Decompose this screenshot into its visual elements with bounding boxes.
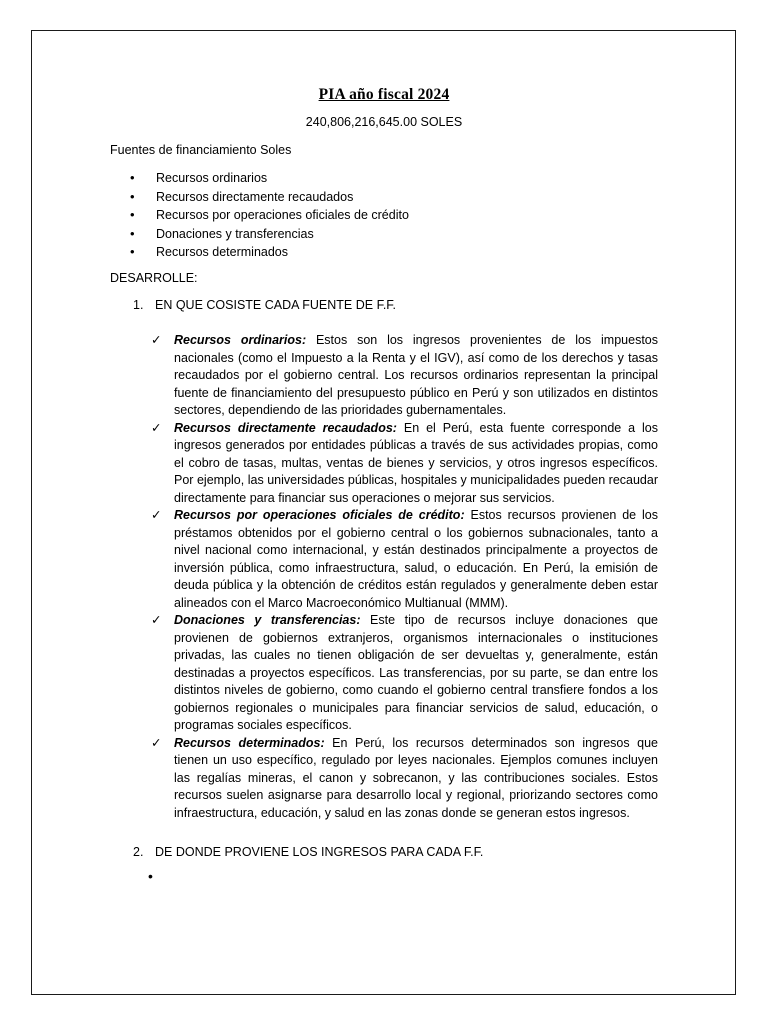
detail-text: Este tipo de recursos incluye donaciones que provienen de gobiernos extranjeros, organismos internacionales o instituciones privadas, las cuales no tienen obligación de ser devueltas y, generalmente, están destinadas a proyectos específicos. Las transferencias, por su parte, se dan entre los distintos niveles de gobierno, como cuando el gobierno central transfiere fondos a los gobiernos regionales o municipales para financiar servicios de salud, educación, o programas sociales específicos. xyxy=(174,613,658,732)
bullet-icon: • xyxy=(130,244,135,259)
list-item xyxy=(130,243,409,262)
funding-details-list xyxy=(150,332,658,822)
source-label: Recursos directamente recaudados xyxy=(156,189,354,204)
question-text: EN QUE COSISTE CADA FUENTE DE F.F. xyxy=(155,298,397,312)
list-item xyxy=(130,169,409,188)
detail-item xyxy=(150,507,658,612)
detail-term: Recursos directamente recaudados: xyxy=(174,420,397,435)
list-item xyxy=(130,188,409,207)
detail-item xyxy=(150,612,658,735)
question-number: 2. xyxy=(133,845,144,859)
detail-text: Estos recursos provienen de los préstamos obtenidos por el gobierno central o los gobiernos subnacionales, tanto a nivel nacional como internacional, y están destinados principalmente a proyectos de inversión pública, como infraestructura, salud, o educación. En Perú, la emisión de deuda pública y la obtención de créditos están regulados y generalmente deben estar alineados con el Marco Macroeconómico Multianual (MMM). xyxy=(174,508,658,610)
check-icon: ✓ xyxy=(151,735,162,750)
check-icon: ✓ xyxy=(151,420,162,435)
source-label: Recursos por operaciones oficiales de crédito xyxy=(156,208,409,222)
detail-text: Estos son los ingresos provenientes de los impuestos nacionales (como el Impuesto a la Renta y el IGV), así como de los derechos y tasas recaudados por el gobierno central. Los recursos ordinarios representan la principal fuente de financiamiento del presupuesto público en Perú y son utilizados en distintos sectores, dependiendo de las prioridades gubernamentales. xyxy=(174,333,658,417)
detail-term: Recursos por operaciones oficiales de crédito: xyxy=(174,508,465,522)
section-heading: DESARROLLE: xyxy=(110,271,198,285)
list-item xyxy=(130,206,409,225)
question-1 xyxy=(133,298,396,312)
list-item xyxy=(130,225,409,244)
detail-item xyxy=(150,332,658,420)
bullet-icon: • xyxy=(130,225,135,241)
question-text: DE DONDE PROVIENE LOS INGRESOS PARA CADA F.F. xyxy=(155,845,484,859)
bullet-icon: • xyxy=(130,188,135,204)
check-icon: ✓ xyxy=(151,613,162,627)
question-number: 1. xyxy=(133,298,144,312)
empty-bullet-icon: • xyxy=(148,868,153,884)
funding-sources-list xyxy=(130,169,409,262)
detail-term: Recursos ordinarios: xyxy=(174,333,307,347)
budget-amount: 240,806,216,645.00 SOLES xyxy=(305,115,463,129)
detail-item xyxy=(150,735,658,823)
check-icon: ✓ xyxy=(151,333,162,347)
question-2 xyxy=(133,845,483,859)
source-label: Recursos ordinarios xyxy=(156,171,268,185)
check-icon: ✓ xyxy=(151,508,162,522)
detail-text: En el Perú, esta fuente corresponde a los ingresos generados por entidades públicas a través de sus actividades propias, como el cobro de tasas, multas, ventas de bienes y servicios, y otros ingresos específicos. Por ejemplo, las universidades públicas, hospitales y municipalidades pueden recaudar directamente para financiar sus operaciones o mejorar sus servicios. xyxy=(174,420,658,505)
detail-term: Donaciones y transferencias: xyxy=(174,613,361,627)
detail-item xyxy=(150,420,658,508)
document-title: PIA año fiscal 2024 xyxy=(318,86,450,103)
bullet-icon: • xyxy=(130,207,135,222)
intro-text: Fuentes de financiamiento Soles xyxy=(110,143,292,157)
bullet-icon: • xyxy=(130,170,135,185)
detail-term: Recursos determinados: xyxy=(174,735,325,750)
detail-text: En Perú, los recursos determinados son ingresos que tienen un uso específico, regulado por leyes nacionales. Ejemplos comunes incluyen las regalías mineras, el canon y sobrecanon, y las contribuciones sociales. Estos recursos suelen asignarse para desarrollo local y regional, priorizando sectores como infraestructura, educación, y salud en las zonas donde se generan estos ingresos. xyxy=(174,735,658,820)
source-label: Donaciones y transferencias xyxy=(156,226,314,241)
source-label: Recursos determinados xyxy=(156,245,289,259)
